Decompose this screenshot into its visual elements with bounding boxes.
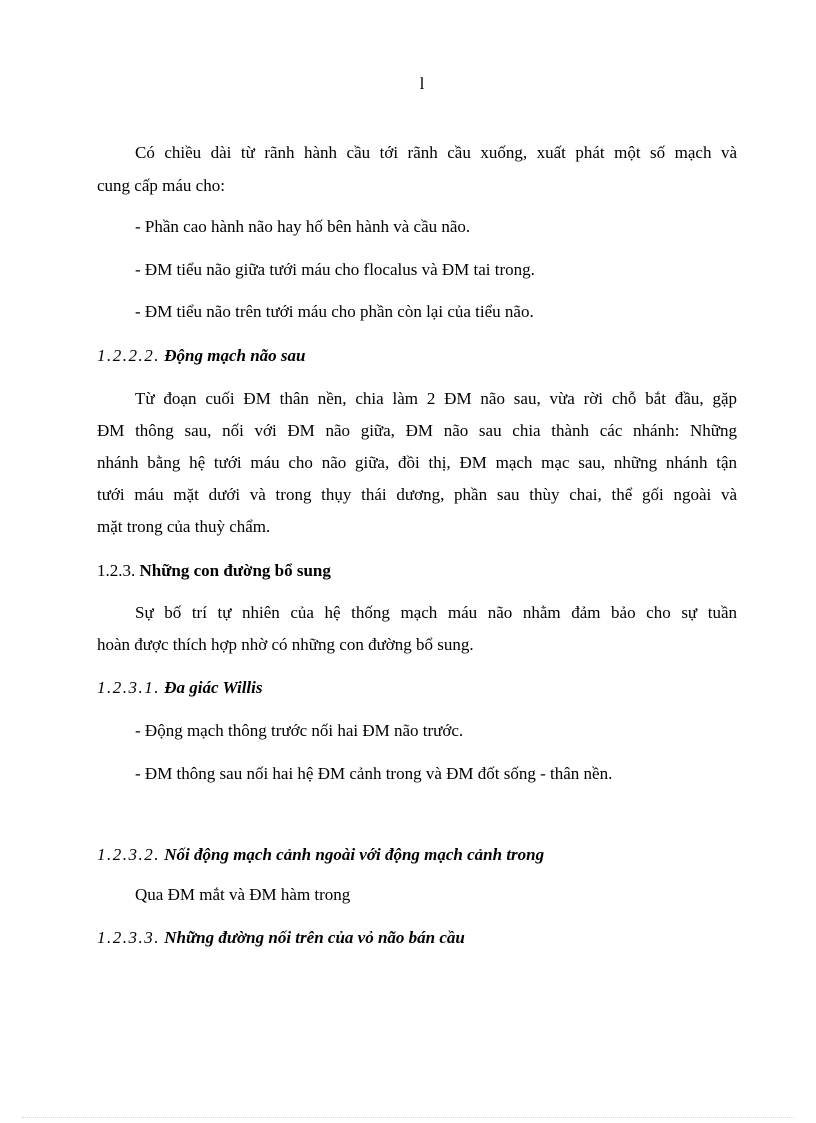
paragraph-1-line-2: cung cấp máu cho: [97, 176, 225, 195]
section-heading-1233 [97, 928, 465, 948]
section-number: 1.2.2.2. [97, 346, 160, 365]
page-number: l [419, 74, 425, 93]
section-heading-123 [97, 561, 331, 581]
section-heading-1222 [97, 346, 305, 366]
bullet-item: - ĐM tiểu não trên tưới máu cho phần còn lại của tiểu não. [135, 302, 534, 321]
bullet-item: - ĐM thông sau nối hai hệ ĐM cảnh trong và ĐM đốt sống - thân nền. [135, 764, 613, 783]
bullet-item: - Động mạch thông trước nối hai ĐM não trước. [135, 721, 464, 740]
section-title: Những đường nối trên của vỏ não bán cầu [164, 928, 465, 947]
section-heading-1232 [97, 845, 544, 865]
paragraph-2-line-4: tưới máu mặt dưới và trong thụy thái dương, phần sau thùy chai, thể gối ngoài và [97, 485, 737, 504]
page-bottom-edge [22, 1117, 794, 1118]
section-number: 1.2.3. [97, 561, 136, 580]
section-title: Nối động mạch cảnh ngoài với động mạch cảnh trong [164, 845, 545, 864]
paragraph-1-line-1: Có chiều dài từ rãnh hành cầu tới rãnh cầu xuống, xuất phát một số mạch và [135, 143, 737, 162]
paragraph-2-line-1: Từ đoạn cuối ĐM thân nền, chia làm 2 ĐM não sau, vừa rời chỗ bắt đầu, gặp [135, 389, 737, 408]
bullet-item: - ĐM tiểu não giữa tưới máu cho flocalus và ĐM tai trong. [135, 260, 535, 279]
section-heading-1231 [97, 678, 262, 698]
paragraph-2-line-3: nhánh bằng hệ tưới máu cho não giữa, đồi thị, ĐM mạch mạc sau, những nhánh tận [97, 453, 737, 472]
section-number: 1.2.3.1. [97, 678, 160, 697]
section-title: Những con đường bổ sung [139, 561, 331, 580]
section-title: Đa giác Willis [164, 678, 263, 697]
paragraph-3-line-1: Sự bố trí tự nhiên của hệ thống mạch máu não nhằm đảm bảo cho sự tuần [135, 603, 737, 622]
paragraph-2-line-2: ĐM thông sau, nối với ĐM não giữa, ĐM não sau chia thành các nhánh: Những [97, 421, 737, 440]
section-number: 1.2.3.2. [97, 845, 160, 864]
section-number: 1.2.3.3. [97, 928, 160, 947]
bullet-item: - Phần cao hành não hay hố bên hành và cầu não. [135, 217, 471, 236]
paragraph-3-line-2: hoàn được thích hợp nhờ có những con đường bổ sung. [97, 635, 474, 654]
section-title: Động mạch não sau [164, 346, 306, 365]
paragraph-2-line-5: mặt trong của thuỳ chẩm. [97, 517, 271, 536]
paragraph-4: Qua ĐM mắt và ĐM hàm trong [135, 885, 351, 904]
